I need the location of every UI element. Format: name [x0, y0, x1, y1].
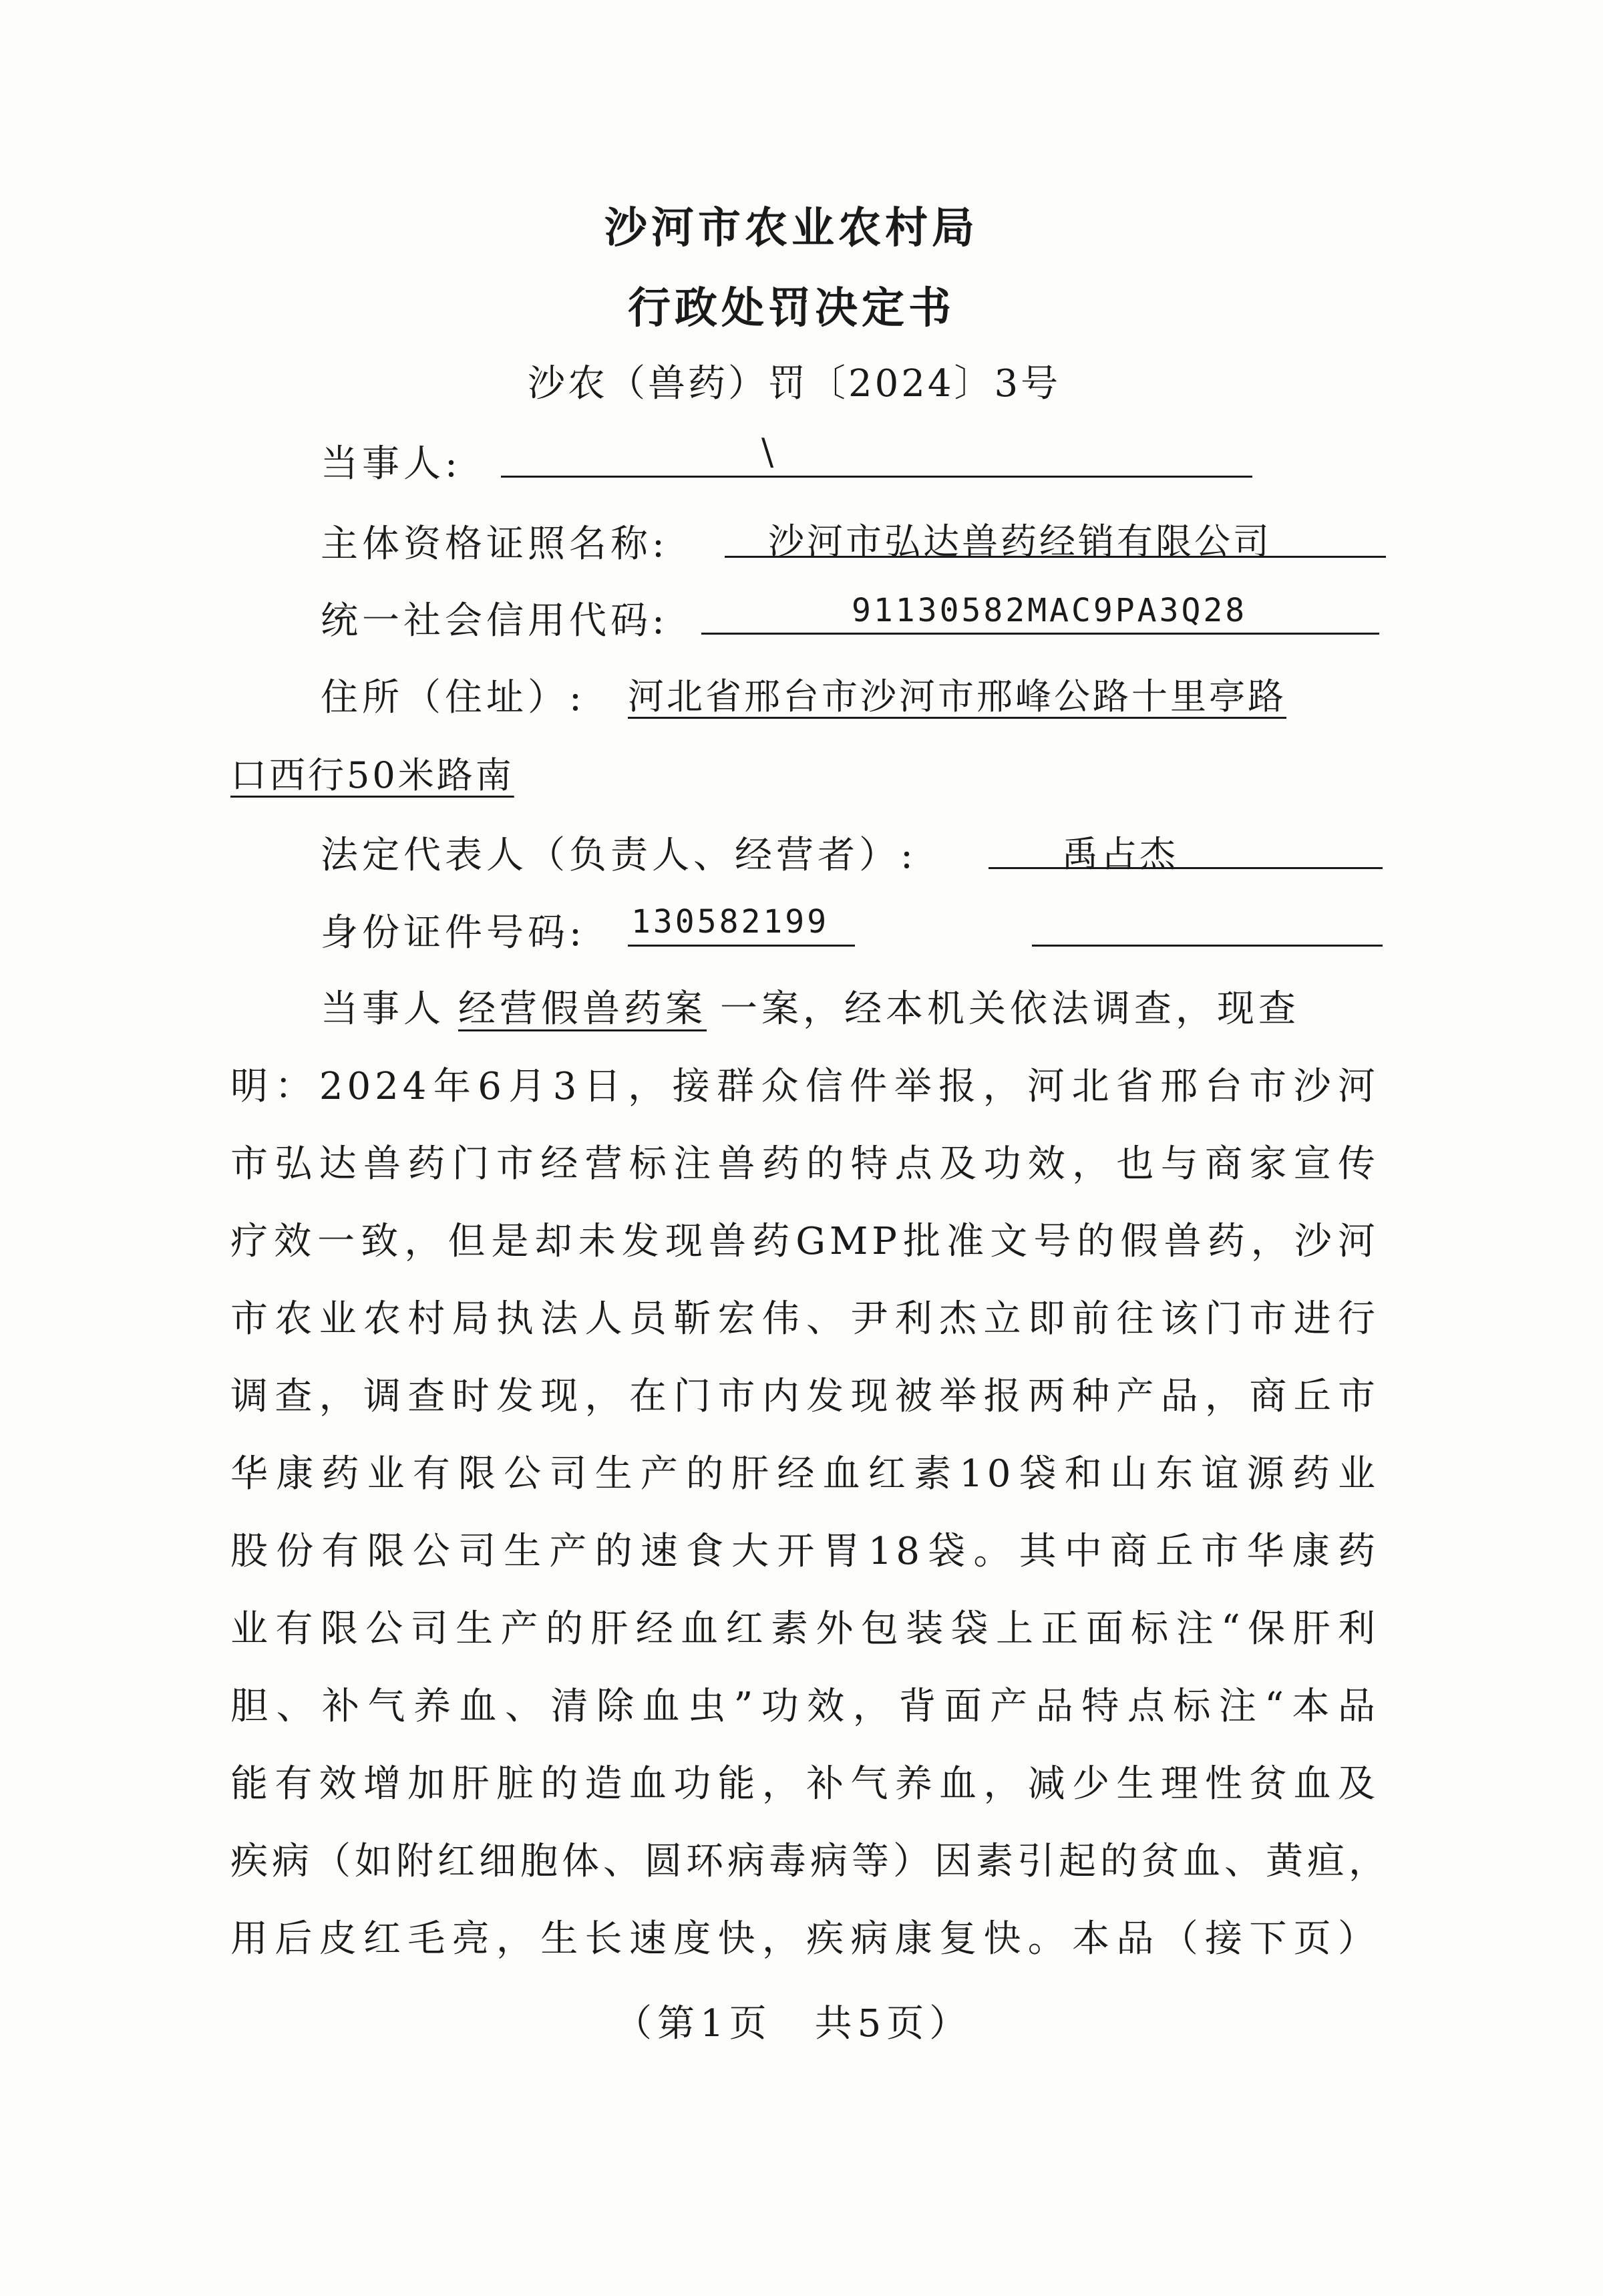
party-value: \ [761, 431, 777, 473]
legal-rep-label: 法定代表人（负责人、经营者）: [321, 834, 917, 877]
case-prefix: 当事人 [321, 987, 445, 1031]
qualification-label: 主体资格证照名称: [321, 522, 669, 566]
case-suffix: 一案，经本机关依法调查，现查 [720, 987, 1300, 1031]
legal-rep-value: 禹占杰 [1062, 833, 1178, 875]
body-line: 疗效一致，但是却未发现兽药GMP批准文号的假兽药，沙河 [230, 1220, 1379, 1263]
legal-rep-underline [989, 867, 1383, 869]
body-line: 市弘达兽药门市经营标注兽药的特点及功效，也与商家宣传 [230, 1142, 1379, 1186]
body-line: 股份有限公司生产的速食大开胃18袋。其中商丘市华康药 [230, 1530, 1379, 1573]
body-line: 华康药业有限公司生产的肝经血红素10袋和山东谊源药业 [230, 1452, 1379, 1496]
body-line: 调查，调查时发现，在门市内发现被举报两种产品，商丘市 [230, 1375, 1379, 1418]
id-number-underline-right [1032, 945, 1383, 947]
credit-code-value: 91130582MAC9PA3Q28 [852, 592, 1248, 629]
body-line: 市农业农村局执法人员靳宏伟、尹利杰立即前往该门市进行 [230, 1297, 1379, 1341]
case-intro-line [321, 979, 1300, 1033]
address-value-line1: 河北省邢台市沙河市邢峰公路十里亭路 [628, 675, 1286, 717]
party-label: 当事人: [321, 442, 462, 486]
body-line: 胆、补气养血、清除血虫”功效，背面产品特点标注“本品 [230, 1685, 1379, 1728]
qualification-value: 沙河市弘达兽药经销有限公司 [768, 520, 1272, 562]
address-label: 住所（住址）: [321, 676, 586, 719]
agency-title: 沙河市农业农村局 [604, 203, 978, 253]
document-type-title: 行政处罚决定书 [628, 283, 955, 333]
body-line: 明：2024年6月3日，接群众信件举报，河北省邢台市沙河 [230, 1065, 1379, 1108]
id-number-value: 130582199 [631, 903, 830, 941]
body-line: 疾病（如附红细胞体、圆环病毒病等）因素引起的贫血、黄疸， [230, 1840, 1390, 1883]
credit-code-label: 统一社会信用代码: [321, 599, 669, 643]
address-value-line2: 口西行50米路南 [230, 754, 514, 796]
party-underline [501, 476, 1252, 478]
body-line: 业有限公司生产的肝经血红素外包装袋上正面标注“保肝利 [230, 1607, 1379, 1651]
credit-code-underline [701, 633, 1379, 635]
page-indicator: （第1页 共5页） [614, 2002, 972, 2045]
body-line: 用后皮红毛亮，生长速度快，疾病康复快。本品（接下页） [230, 1917, 1379, 1961]
id-number-underline-left [628, 945, 855, 947]
id-number-label: 身份证件号码: [321, 911, 586, 955]
case-name: 经营假兽药案 [458, 987, 707, 1031]
document-number: 沙农（兽药）罚〔2024〕3号 [528, 362, 1061, 405]
body-line: 能有效增加肝脏的造血功能，补气养血，减少生理性贫血及 [230, 1762, 1379, 1806]
